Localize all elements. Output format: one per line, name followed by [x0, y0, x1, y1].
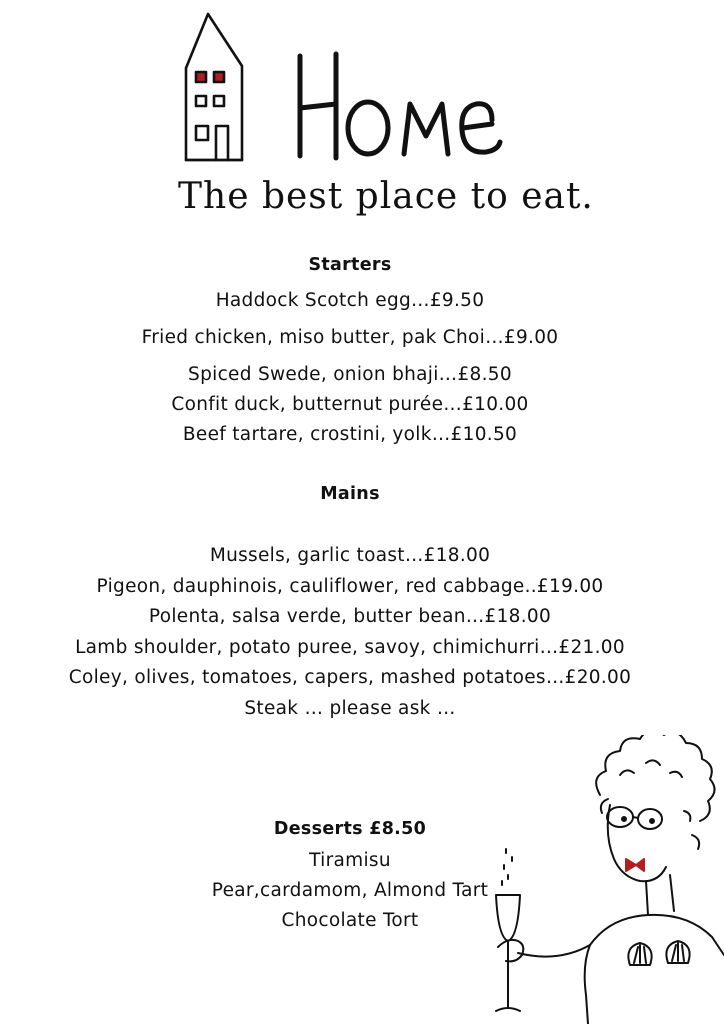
menu-item: Coley, olives, tomatoes, capers, mashed potatoes…£20.00	[68, 667, 632, 688]
menu-item: Mussels, garlic toast…£18.00	[209, 545, 491, 566]
red-lips	[626, 859, 636, 871]
menu-item: Lamb shoulder, potato puree, savoy, chimichurri…£21.00	[75, 637, 625, 658]
menu-item: Chocolate Tort	[281, 910, 419, 931]
starters-heading: Starters	[308, 255, 392, 275]
shell-icon	[628, 941, 689, 965]
house-icon	[186, 14, 242, 160]
tagline: The best place to eat.	[178, 176, 594, 217]
menu-item: Spiced Swede, onion bhaji…£8.50	[188, 364, 512, 385]
mains-heading: Mains	[320, 484, 380, 504]
glasses	[607, 807, 662, 829]
menu-item: Steak … please ask …	[244, 698, 456, 719]
desserts-heading: Desserts £8.50	[273, 819, 427, 839]
menu-item: Pear,cardamom, Almond Tart	[211, 880, 489, 901]
face-outline	[608, 805, 666, 881]
champagne-glass-icon	[496, 849, 520, 1011]
menu-item: Beef tartare, crostini, yolk…£10.50	[182, 424, 518, 445]
menu-item: Fried chicken, miso butter, pak Choi…£9.00	[141, 327, 559, 348]
menu-item: Tiramisu	[309, 850, 391, 871]
menu-item: Polenta, salsa verde, butter bean…£18.00	[148, 606, 552, 627]
menu-item: Pigeon, dauphinois, cauliflower, red cabbage..£19.00	[96, 576, 604, 597]
home-wordmark	[300, 54, 500, 158]
menu-item: Confit duck, butternut purée…£10.00	[171, 394, 529, 415]
lady-with-champagne-illustration	[470, 735, 724, 1024]
menu-item: Haddock Scotch egg…£9.50	[215, 290, 485, 311]
curly-hair	[596, 735, 714, 849]
